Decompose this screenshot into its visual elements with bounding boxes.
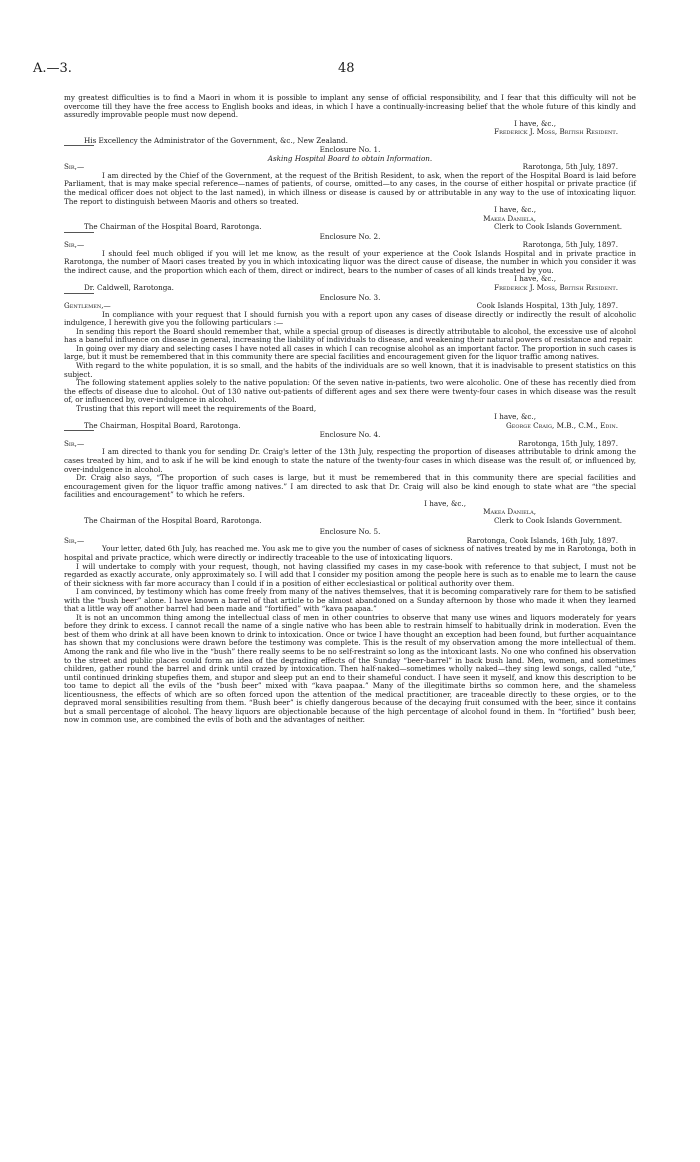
- enc2-place-date: Rarotonga, 5th July, 1897.: [522, 240, 618, 250]
- intro-signature: Frederick J. Moss, British Resident.: [494, 127, 618, 137]
- enc3-paragraph-1: In compliance with your request that I should furnish you with a report upon any cases of disease directly or indirectly the result of alcoholic indulgence, I herewith give you the following particulars :—: [64, 309, 636, 328]
- enc1-closing: I have, &c.,: [494, 205, 536, 215]
- enc3-addressee: The Chairman, Hospital Board, Rarotonga.: [84, 420, 241, 430]
- enc4-title: Enclosure No. 4.: [319, 430, 381, 440]
- enc3-salutation: Gentlemen,—: [64, 301, 111, 311]
- enc2-signature: Frederick J. Moss, British Resident.: [494, 283, 618, 293]
- enc1-salutation: Sir,—: [64, 162, 85, 172]
- enc3-paragraph-3: In going over my diary and selecting cases I have noted all cases in which I can recognise alcohol as an important factor. The proportion in such cases is large, but it must be remembered that in this community there are special facilities and encouragement given for the liquor traffic among natives.: [64, 343, 636, 362]
- enc4-sig-title: Clerk to Cook Islands Government.: [493, 515, 622, 525]
- enc3-place-date: Cook Islands Hospital, 13th July, 1897.: [476, 301, 618, 311]
- enc4-footer-row: [64, 517, 636, 526]
- page-reference: A.—3.: [33, 61, 72, 76]
- enc3-paragraph-5: The following statement applies solely to the native population: Of the seven native in-patients, two were alcoholic. One of these has recently died from the effects of disease due to alcohol. Out of 130 native out-patients of different ages and sex there were twenty-four cases in which disease was the result of, or influenced by, over-indulgence in alcohol.: [64, 378, 636, 405]
- enc5-salutation: Sir,—: [64, 535, 85, 545]
- enc2-body: I should feel much obliged if you will let me know, as the result of your experience at the Cook Islands Hospital and in private practice in Rarotonga, the number of Maori cases treated by you in which intoxicating liquor was the direct cause of disease, the number in which you consider it was the indirect cause, and the proportion which each of them, direct or indirect, bears to the number of cases of all kinds treated by you.: [64, 248, 636, 275]
- enc5-place-date: Rarotonga, Cook Islands, 16th July, 1897.: [466, 535, 618, 545]
- enc5-paragraph-1: Your letter, dated 6th July, has reached me. You ask me to give you the number of cases of sickness of natives treated by me in Rarotonga, both in hospital and private practice, which were directly or indirectly traceable to the use of intoxicating liquors.: [64, 544, 636, 562]
- enc1-signature: Makea Daniela,: [483, 213, 536, 223]
- enc4-addressee: The Chairman of the Hospital Board, Rarotonga.: [84, 515, 262, 525]
- enc5-title: Enclosure No. 5.: [319, 527, 381, 537]
- enc3-signature: George Craig, M.B., C.M., Edin.: [505, 420, 618, 430]
- enc1-addressee: The Chairman of the Hospital Board, Rarotonga.: [84, 222, 262, 232]
- intro-paragraph: my greatest difficulties is to find a Maori in whom it is possible to implant any sense of official responsibility, and I fear that this difficulty will not be overcome till they have the free access to English books and ideas, in which I have a continually-increasing belief that the whole future of this kindly and assuredly improvable people must now depend.: [64, 93, 636, 120]
- enc1-footer-row: [64, 223, 636, 232]
- enc2-closing: I have, &c.,: [514, 274, 556, 284]
- enc3-paragraph-2: In sending this report the Board should remember that, while a special group of diseases is directly attributable to alcohol, the excessive use of alcohol has a baneful influence on disease in general, increasing the liability of individuals to disease, and weakening their natural powers of resistance and repair.: [64, 326, 636, 345]
- enc1-place-date: Rarotonga, 5th July, 1897.: [522, 162, 618, 172]
- enc4-place-date: Rarotonga, 15th July, 1897.: [518, 438, 618, 448]
- enc4-paragraph-2: Dr. Craig also says, “The proportion of such cases is large, but it must be remembered that in this community there are special facilities and encouragement given for the liquor traffic among natives.” I am directed to ask that Dr. Craig will also be kind enough to state what are “the special facilities and encouragement” to which he refers.: [64, 473, 636, 500]
- enc1-title: Enclosure No. 1.: [319, 145, 381, 155]
- enc2-salutation: Sir,—: [64, 240, 85, 250]
- page-content: [64, 94, 636, 725]
- enc2-footer-row: [64, 284, 636, 293]
- enc5-paragraph-3: I am convinced, by testimony which has come freely from many of the natives themselves, that it is becoming comparatively rare for them to be satisfied with the “bush beer” alone. I have known a barrel of that article to be almost abandoned on a Sunday afternoon by those who made it when they learned that a little way off another barrel had been made and “fortified” with “kava paapaa.”: [64, 587, 636, 614]
- page-number: 48: [338, 61, 355, 76]
- enc5-paragraph-4: It is not an uncommon thing among the intellectual class of men in other countries to observe that many use wines and liquors moderately for years before they drink to excess. I cannot recall the name of a single native who has been able to restrain himself to habitually drink in moderation. Even the best of them who drink at all have been known to drink to intoxication. Once or twice I have thought an exception had been found, but further acquaintance has shown that my conclusions were drawn before the testimony was complete. This is the result of my observation among the more intellectual of them. Among the rank and file who live in the “bush” there really seems to be no self-restraint so long as the intoxicant lasts. No one who confined his observation to the street and public places could form an idea of the degrading effects of the Sunday “beer-barrel” in back bush land. Men, women, and sometimes children, gather round the barrel and drink until crazed by intoxication. Then half-naked—sometimes wholly naked—they sing lewd songs, called “ute,” until continued drinking stupefies them, and stupor and sleep put an end to their shameful conduct. I have seen it myself, and know this description to be too tame to depict all the evils of the “bush beer” mixed with “kava paapaa.” Many of the illegitimate births so common here, and the shameless licentiousness, the effects of which are so often forced upon the attention of the medical practitioner, are traceable directly to these orgies, or to the depraved moral sensibilities resulting from them. “Bush beer” is chiefly dangerous because of the decaying fruit consumed with the beer, since it contains but a small percentage of alcohol. The heavy liquors are objectionable because of the high percentage of alcohol found in them. In “fortified” bush beer, now in common use, are combined the evils of both and the advantages of neither.: [64, 612, 636, 725]
- enc4-signature: Makea Daniela,: [483, 507, 536, 517]
- enc4-closing: I have, &c.,: [424, 498, 466, 508]
- enc4-paragraph-1: I am directed to thank you for sending Dr. Craig's letter of the 13th July, respecting the proportion of diseases attributable to drink among the cases treated by him, and to ask if he will be kind enough to state the nature of the twenty-four cases in which disease was the result of, or influenced by, over-indulgence in alcohol.: [64, 447, 636, 474]
- enc3-closing: I have, &c.,: [494, 412, 536, 422]
- enc2-title: Enclosure No. 2.: [319, 231, 381, 241]
- enc3-footer-row: [64, 422, 636, 431]
- enc1-body: I am directed by the Chief of the Government, at the request of the British Resident, to ask, when the report of the Hospital Board is laid before Parliament, that is may make special reference—names of patients, of course, omitted—to any cases, in the course of either hospital or private practice (if the medical officer does not object to the last named), in which illness or disease is caused by or attributable in any way to the use of intoxicating liquor. The report to distinguish between Maoris and others so treated.: [64, 170, 636, 206]
- intro-addressee: His Excellency the Administrator of the Government, &c., New Zealand.: [84, 135, 348, 145]
- intro-closing: I have, &c.,: [514, 118, 556, 128]
- enc4-salutation: Sir,—: [64, 438, 85, 448]
- enc3-paragraph-4: With regard to the white population, it is so small, and the habits of the individuals are so well known, that it is inadvisable to present statistics on this subject.: [64, 360, 636, 379]
- enc3-paragraph-6: Trusting that this report will meet the requirements of the Board,: [76, 403, 317, 413]
- enc3-title: Enclosure No. 3.: [319, 292, 381, 302]
- enc2-addressee: Dr. Caldwell, Rarotonga.: [84, 283, 174, 293]
- enc1-sig-title: Clerk to Cook Islands Government.: [493, 222, 622, 232]
- enc5-paragraph-2: I will undertake to comply with your request, though, not having classified my cases in my case-book with reference to that subject, I must not be regarded as exactly accurate, only approximately so. I will add that I consider my position among the people here is such as to enable me to learn the cause of their sickness with far more accuracy than I could if in a position of either ecclesiastical or political authority over them.: [64, 561, 636, 588]
- enc1-subtitle: Asking Hospital Board to obtain Information.: [267, 153, 433, 163]
